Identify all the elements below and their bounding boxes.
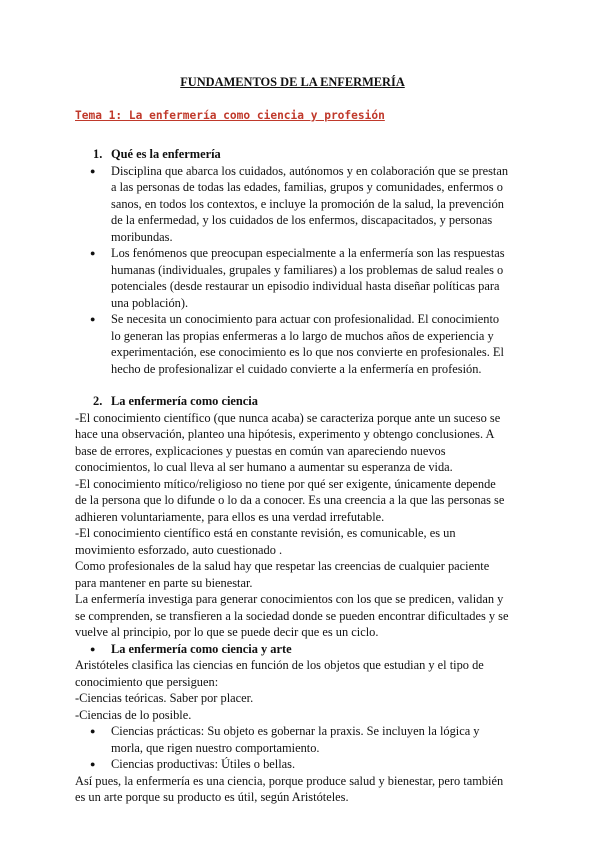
bullet-icon: ● bbox=[90, 314, 96, 324]
subsection-heading: ● La enfermería como ciencia y arte bbox=[90, 641, 292, 656]
section-1-bullets bbox=[75, 163, 510, 378]
list-item: ● Ciencias productivas: Útiles o bellas. bbox=[90, 757, 296, 771]
section-2-number: 2. bbox=[93, 394, 103, 408]
bullet-icon: ● bbox=[90, 726, 96, 736]
paragraph: -Ciencias de lo posible. bbox=[75, 707, 192, 722]
bullet-icon: ● bbox=[90, 643, 96, 654]
list-item: ● Se necesita un conocimiento para actuar con profesionalidad. El conocimiento lo generan las propias enfermeras a lo largo de muchos años de experiencia y experimentación, ese conocimiento es lo que nos convierte en profesionales. El hecho de profesionalizar el cuidado convierte a la enfermería en profesión. bbox=[90, 312, 504, 376]
document-title: FUNDAMENTOS DE LA ENFERMERÍA bbox=[180, 75, 405, 89]
paragraph: -El conocimiento científico (que nunca acaba) se caracteriza porque ante un suceso se hace una observación, planteo una hipótesis, experimento y obtengo conclusiones. A base de errores, explicaciones y puestas en común van apareciendo nuevos conocimientos, lo cual lleva al ser humano a aumentar su esperanza de vida. bbox=[75, 410, 501, 474]
topic-heading: Tema 1: La enfermería como ciencia y profesión bbox=[75, 108, 385, 122]
bullet-icon: ● bbox=[90, 165, 96, 176]
bullet-icon: ● bbox=[90, 759, 96, 769]
subsection-bullets bbox=[75, 723, 510, 773]
paragraph: La enfermería investiga para generar conocimientos con los que se predicen, validan y se comprenden, se transfieren a la sociedad donde se pueden encontrar dificultades y se vuelve al principio, por lo que se puede decir que es un ciclo. bbox=[75, 592, 509, 639]
paragraph: Aristóteles clasifica las ciencias en función de los objetos que estudian y el tipo de conocimiento que persiguen: bbox=[75, 658, 484, 689]
closing-paragraph: Así pues, la enfermería es una ciencia, porque produce salud y bienestar, pero también es un arte porque su producto es útil, según Aristóteles. bbox=[75, 773, 504, 804]
section-1-heading bbox=[75, 146, 510, 163]
paragraph: Como profesionales de la salud hay que respetar las creencias de cualquier paciente para mantener en parte su bienestar. bbox=[75, 559, 490, 590]
list-item: ● Ciencias prácticas: Su objeto es gobernar la praxis. Se incluyen la lógica y morla, que rigen nuestro comportamiento. bbox=[90, 724, 480, 755]
bullet-icon: ● bbox=[90, 248, 96, 258]
section-2-heading bbox=[75, 393, 510, 410]
list-item: ● Los fenómenos que preocupan especialmente a la enfermería son las respuestas humanas (individuales, grupales y familiares) a los problemas de salud reales o potenciales (desde restaurar un episodio individual hasta diseñar políticas para una población). bbox=[90, 246, 505, 310]
paragraph: -El conocimiento científico está en constante revisión, es comunicable, es un movimiento esforzado, auto cuestionado . bbox=[75, 526, 456, 557]
paragraph: -Ciencias teóricas. Saber por placer. bbox=[75, 691, 254, 705]
list-item: ● Disciplina que abarca los cuidados, autónomos y en colaboración que se prestan a las personas de todas las edades, familias, grupos y comunidades, enfermos o sanos, en todos los contextos, e incluye la promoción de la salud, la prevención de la enfermedad, y los cuidados de los enfermos, discapacitados, y personas moribundas. bbox=[90, 163, 509, 244]
section-2-title: La enfermería como ciencia bbox=[111, 394, 258, 408]
paragraph: -El conocimiento mítico/religioso no tiene por qué ser exigente, únicamente depende de la persona que lo difunde o lo da a conocer. Es una creencia a la que las personas se adhieren voluntariamente, para ellos es una verdad irrefutable. bbox=[75, 476, 505, 524]
section-1-number: 1. bbox=[93, 147, 103, 161]
section-1-title: Qué es la enfermería bbox=[111, 147, 221, 161]
